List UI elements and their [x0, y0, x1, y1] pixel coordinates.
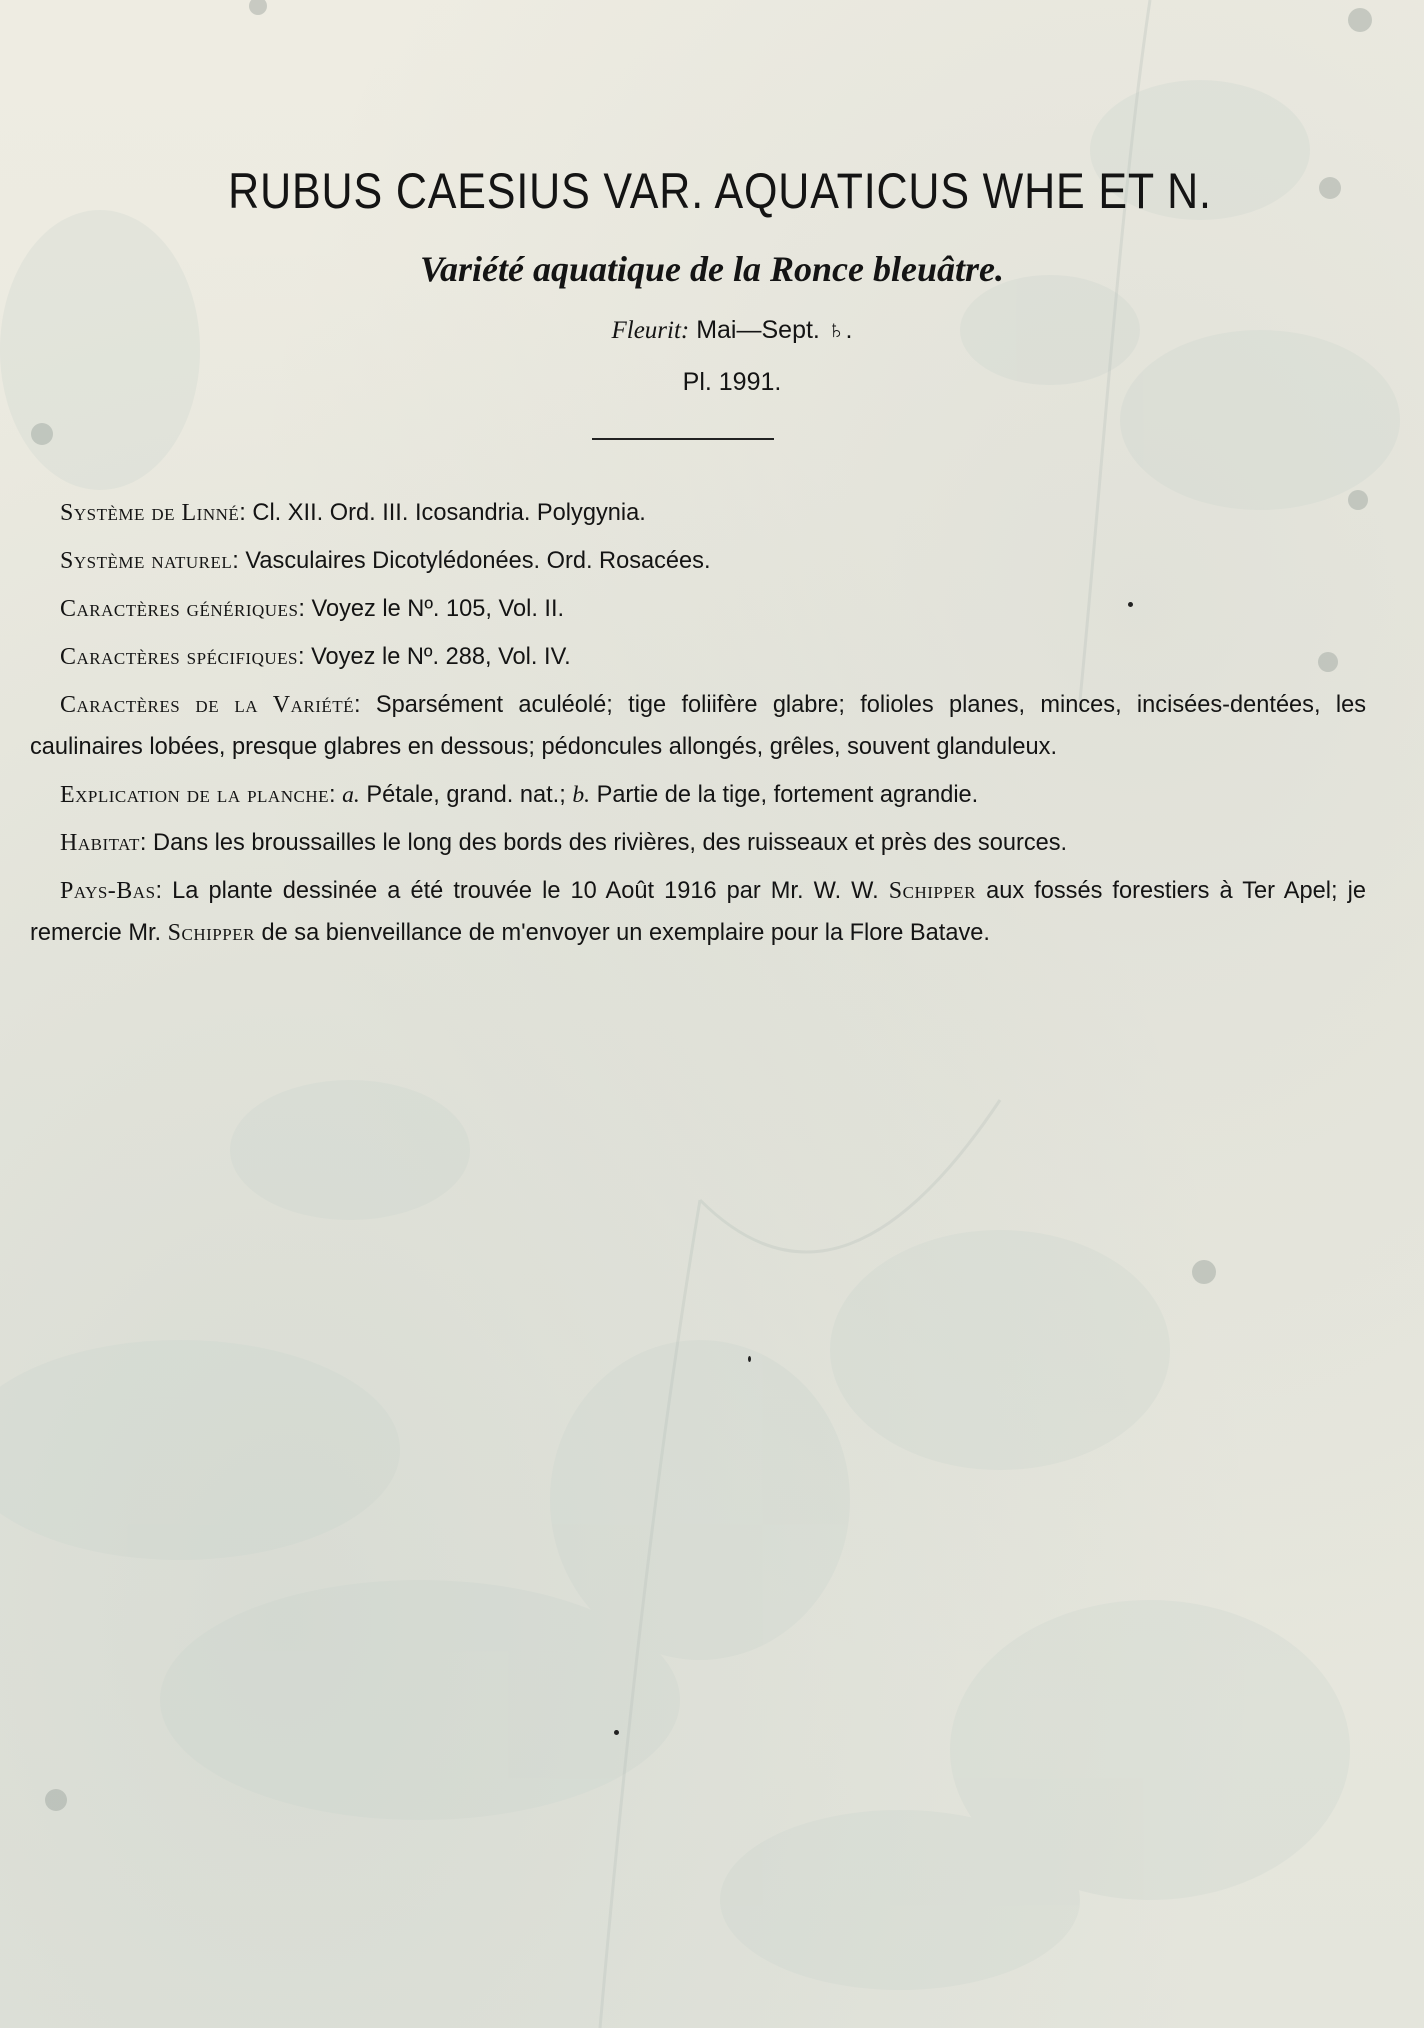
- flowering-value: Mai—Sept. ♄.: [696, 316, 853, 344]
- entry-label: Habitat: [60, 830, 140, 856]
- entry-text: Voyez le Nº. 105, Vol. II.: [311, 596, 565, 622]
- entry-systeme-naturel: Système naturel: Vasculaires Dicotylédonées. Ord. Rosacées.: [60, 548, 711, 574]
- entry-caracteres-specifiques: Caractères spécifiques: Voyez le Nº. 288, Vol. IV.: [60, 644, 571, 670]
- entry-label: Système naturel: [60, 548, 233, 574]
- ink-speck: [1128, 602, 1133, 607]
- description-body: [30, 492, 1366, 960]
- flowering-line: [20, 316, 1424, 345]
- entry-text: aux fossés forestiers à Ter Apel; je remercie Mr.: [30, 878, 1366, 946]
- entry-text: Cl. XII. Ord. III. Icosandria. Polygynia.: [252, 500, 646, 526]
- entry-text: Vasculaires Dicotylédonées. Ord. Rosacées.: [245, 548, 711, 574]
- entry-systeme-linne: Système de Linné: Cl. XII. Ord. III. Icosandria. Polygynia.: [60, 500, 646, 526]
- collector-name: Schipper: [888, 878, 977, 904]
- entry-label: Caractères de la Variété: [60, 692, 355, 718]
- collector-name: Schipper: [167, 920, 255, 946]
- entry-caracteres-generiques: Caractères génériques: Voyez le Nº. 105, Vol. II.: [60, 596, 565, 622]
- figure-a-text: Pétale, grand. nat.;: [366, 782, 566, 808]
- entry-habitat: Habitat: Dans les broussailles le long des bords des rivières, des ruisseaux et près des sources.: [60, 830, 1068, 856]
- entry-label: Caractères spécifiques: [60, 644, 298, 670]
- entry-label: Système de Linné: [60, 500, 240, 526]
- figure-a-label: a.: [342, 782, 360, 808]
- entry-explication-planche: Explication de la planche: a. Pétale, grand. nat.; b. Partie de la tige, fortement agrandie.: [60, 782, 979, 808]
- figure-b-label: b.: [572, 782, 591, 808]
- plate-number: Pl. 1991.: [682, 368, 782, 396]
- ink-speck: [614, 1730, 619, 1735]
- entry-text: Voyez le Nº. 288, Vol. IV.: [311, 644, 571, 670]
- entry-text: Dans les broussailles le long des bords des rivières, des ruisseaux et près des sources.: [153, 830, 1068, 856]
- page-title: RUBUS CAESIUS VAR. AQUATICUS WHE ET N.: [228, 163, 1212, 219]
- entry-caracteres-variete: Caractères de la Variété: Sparsément aculéolé; tige foliifère glabre; folioles planes, minces, incisées-dentées, les caulinaires lobées, presque glabres en dessous; pédoncules allongés, grêles, souvent glanduleux.: [30, 692, 1366, 760]
- entry-text: Sparsément aculéolé; tige foliifère glabre; folioles planes, minces, incisées-dentées, les caulinaires lobées, presque glabres en dessous; pédoncules allongés, grêles, souvent glanduleux.: [30, 692, 1366, 760]
- flowering-label: Fleurit:: [611, 317, 690, 344]
- page-subtitle: Variété aquatique de la Ronce bleuâtre.: [420, 249, 1004, 289]
- entry-label: Explication de la planche: [60, 782, 329, 808]
- entry-text: de sa bienveillance de m'envoyer un exemplaire pour la Flore Batave.: [261, 920, 990, 946]
- entry-label: Caractères génériques: [60, 596, 299, 622]
- entry-text: La plante dessinée a été trouvée le 10 Août 1916 par Mr. W. W.: [172, 878, 879, 904]
- divider: [592, 438, 774, 440]
- ink-speck: [748, 1356, 751, 1362]
- figure-b-text: Partie de la tige, fortement agrandie.: [596, 782, 979, 808]
- entry-pays-bas: Pays-Bas: La plante dessinée a été trouvée le 10 Août 1916 par Mr. W. W. Schipper aux fossés forestiers à Ter Apel; je remercie Mr. Schipper de sa bienveillance de m'envoyer un exemplaire pour la Flore Batave.: [30, 878, 1366, 946]
- entry-label: Pays-Bas: [60, 878, 156, 904]
